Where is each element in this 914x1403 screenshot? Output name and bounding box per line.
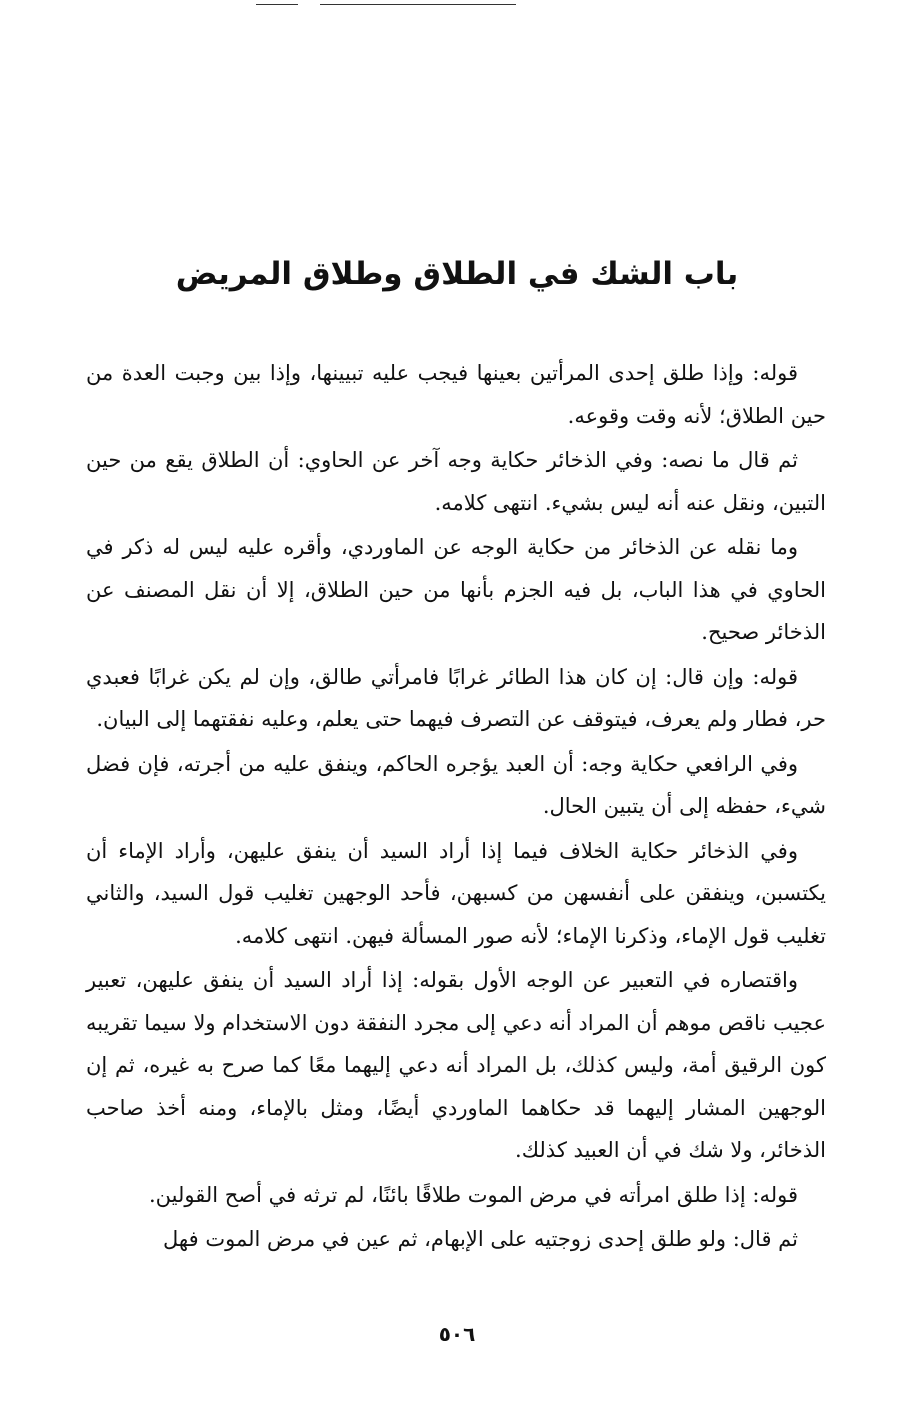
paragraph-3: وما نقله عن الذخائر من حكاية الوجه عن الماوردي، وأقره عليه ليس له ذكر في الحاوي في هذا الباب، بل فيه الجزم بأنها من حين الطلاق، إلا أن نقل المصنف عن الذخائر صحيح.: [86, 535, 826, 644]
paragraph-2: ثم قال ما نصه: وفي الذخائر حكاية وجه آخر عن الحاوي: أن الطلاق يقع من حين التبين، ونقل عنه أنه ليس بشيء. انتهى كلامه.: [86, 448, 826, 515]
page-number: ٥٠٦: [438, 1322, 476, 1346]
header-rule-short: [256, 4, 298, 5]
paragraph-6: وفي الذخائر حكاية الخلاف فيما إذا أراد السيد أن ينفق عليهن، وأراد الإماء أن يكتسبن، وينفقن على أنفسهن من كسبهن، فأحد الوجهين تغليب قول السيد، والثاني تغليب قول الإماء، وذكرنا الإماء؛ لأنه صور المسألة فيهن. انتهى كلامه.: [86, 838, 826, 948]
body-text: [86, 352, 826, 1263]
paragraph-8: قوله: إذا طلق امرأته في مرض الموت طلاقًا بائنًا، لم ترثه في أصح القولين.: [148, 1182, 798, 1207]
paragraph-9: ثم قال: ولو طلق إحدى زوجتيه على الإبهام، ثم عين في مرض الموت فهل: [163, 1227, 798, 1251]
paragraph-7: واقتصاره في التعبير عن الوجه الأول بقوله: إذا أراد السيد أن ينفق عليهن، تعبير عجيب ناقص موهم أن المراد أنه دعي إلى مجرد النفقة دون الاستخدام ولا سيما تقريبه كون الرقيق أمة، وليس كذلك، بل المراد أنه دعي إليهما معًا كما صرح به غيره، ثم إن الوجهين المشار إليهما قد حكاهما الماوردي أيضًا، ومثل بالإماء، ومنه أخذ صاحب الذخائر، ولا شك في أن العبيد كذلك.: [86, 968, 826, 1162]
paragraph-4: قوله: وإن قال: إن كان هذا الطائر غرابًا فامرأتي طالق، وإن لم يكن غرابًا فعبدي حر، فطار ولم يعرف، فيتوقف عن التصرف فيهما حتى يعلم، وعليه نفقتهما إلى البيان.: [86, 664, 826, 731]
header-rule-long: [320, 4, 516, 5]
paragraph-5: وفي الرافعي حكاية وجه: أن العبد يؤجره الحاكم، وينفق عليه من أجرته، فإن فضل شيء، حفظه إلى أن يتبين الحال.: [86, 751, 826, 818]
chapter-title: باب الشك في الطلاق وطلاق المريض: [175, 256, 739, 292]
paragraph-1: قوله: وإذا طلق إحدى المرأتين بعينها فيجب عليه تبيينها، وإذا بين وجبت العدة من حين الطلاق؛ لأنه وقت وقوعه.: [86, 361, 826, 428]
